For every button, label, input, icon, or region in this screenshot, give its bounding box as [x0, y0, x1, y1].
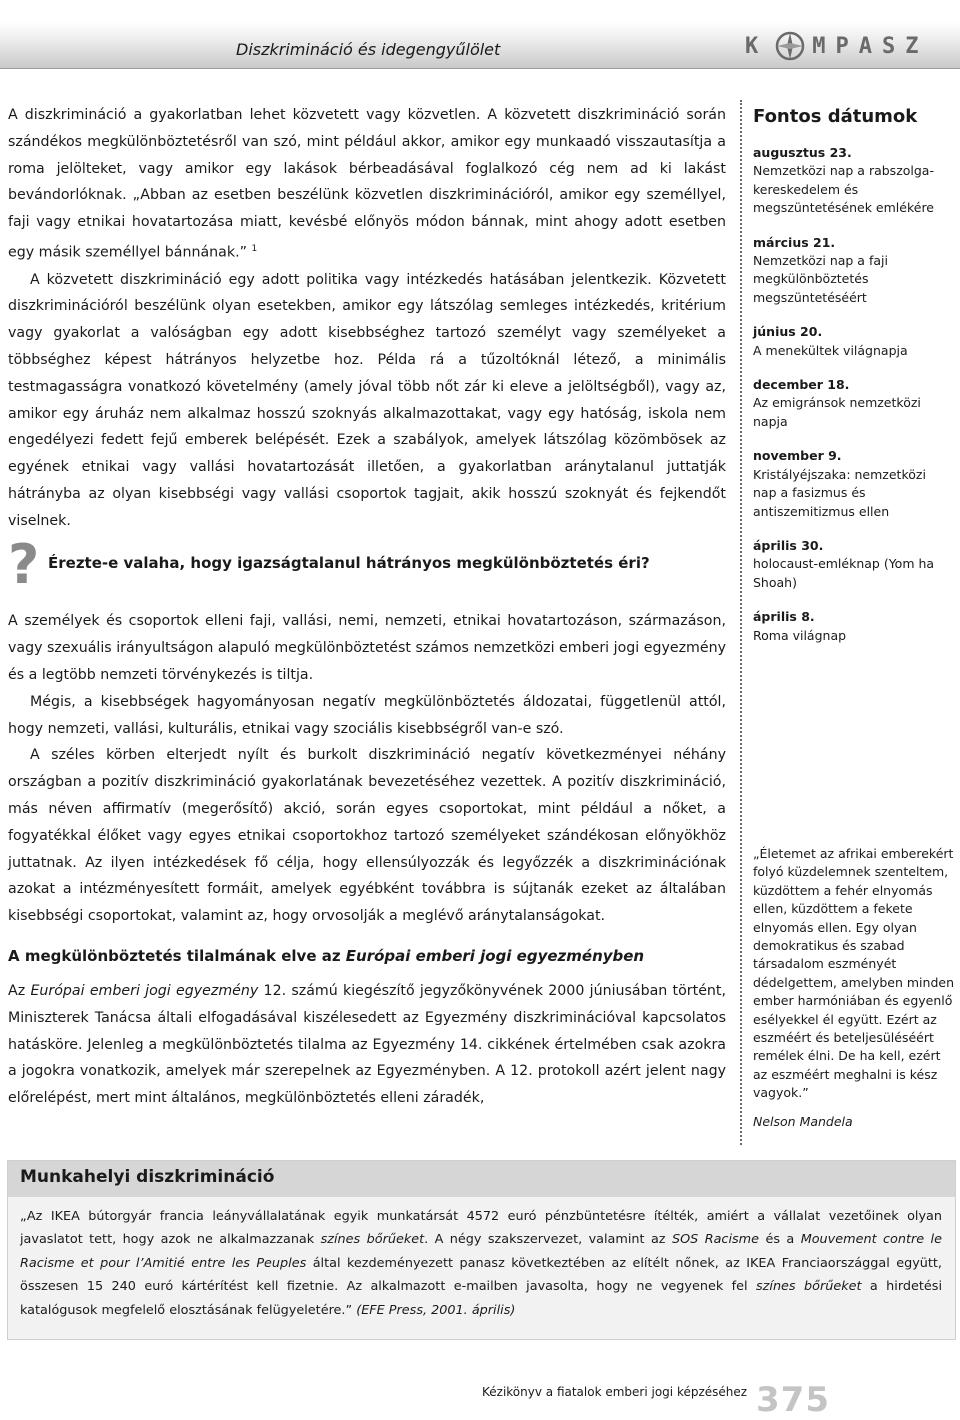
workplace-discrimination-box	[7, 1160, 956, 1340]
chapter-title: Diszkrimináció és idegengyűlölet	[236, 40, 501, 59]
date-item	[753, 608, 953, 645]
mandela-quote	[753, 845, 958, 1131]
paragraph-protocol	[8, 978, 726, 1112]
date-label: június 20.	[753, 324, 823, 340]
date-text: Kristályéjszaka: nemzetközi nap a fasizmus és antiszemitizmus ellen	[753, 466, 926, 519]
box-text-italic: Mouvement contre le Racisme et pour l’Amitié entre les Peuples	[20, 1232, 942, 1271]
quote-text: „Életemet az afrikai emberekért folyó küzdelemnek szenteltem, küzdöttem a fehér elnyomás ellen, küzdöttem a fekete elnyomás ellen. Egy olyan demokratikus és szabad társadalom eszményét dédelgettem, amelyben minden ember harmóniában és egyenlő esélyekkel él együtt. Ezért az eszméért és beteljesüléséért remélek élni. De ha kell, ezért az eszméért meghalni is kész vagyok.”	[753, 846, 955, 1101]
date-text: Roma világnap	[753, 627, 847, 643]
date-label: november 9.	[753, 448, 842, 464]
paragraph-direct-indirect	[8, 102, 726, 267]
heading-text: A megkülönböztetés tilalmának elve az	[8, 947, 346, 966]
box-text-italic: SOS Racisme	[671, 1232, 760, 1248]
quote-author: Nelson Mandela	[753, 1113, 853, 1129]
box-text-italic: színes bőrűeket	[756, 1279, 862, 1295]
footer-book-title: Kézikönyv a fiatalok emberi jogi képzéséhez	[482, 1385, 748, 1399]
section-heading	[8, 944, 726, 968]
page-number: 375	[756, 1380, 830, 1420]
protocol-italic: Európai emberi jogi egyezmény	[30, 983, 259, 1000]
logo-letters-mpasz: MPASZ	[812, 33, 929, 59]
date-label: április 30.	[753, 537, 824, 553]
protocol-text-a: Az	[8, 983, 31, 1000]
date-label: december 18.	[753, 377, 850, 393]
box-source: (EFE Press, 2001. április)	[356, 1302, 516, 1318]
date-item	[753, 323, 953, 360]
box-text-part: „Az IKEA bútorgyár francia leányvállalatának egyik munkatársát 4572 euró pénzbüntetésre ítélték, amiért a vállalat vezetőinek olyan javaslatot tett, hogy azok ne alkalmazzanak	[20, 1209, 942, 1248]
date-text: Nemzetközi nap a rabszolga-kereskedelem és megszüntetésének emlékére	[753, 163, 934, 216]
kompasz-logo	[745, 24, 955, 68]
box-text-part: . A négy szakszervezet, valamint az	[424, 1232, 672, 1248]
date-text: Az emigránsok nemzetközi napja	[753, 395, 921, 429]
paragraph-text: A diszkrimináció a gyakorlatban lehet közvetett vagy közvetlen. A közvetett diszkrimináció során szándékos megkülönböztetésről van szó, mint például akkor, amikor egy munkaadó visszautasítja a roma jelölteket, vagy amikor egy lakások bérbeadásával foglalkozó cég nem ad ki lakást bevándorlóknak. „Abban az esetben beszélünk közvetlen diszkriminációról, amikor egy személlyel, faji vagy etnikai hovatartozása miatt, kevésbé előnyös módon bánnak, mint ahogy adott esetben egy másik személlyel bánnának.”	[8, 107, 726, 261]
date-text: Nemzetközi nap a faji megkülönböztetés megszüntetéséért	[753, 253, 888, 305]
paragraph-positive-discrimination: A széles körben elterjedt nyílt és burkolt diszkrimináció negatív következményei néhány országban a pozitív diszkrimináció gyakorlatának bevezetéséhez vezettek. A pozitív diszkrimináció, más néven affirmatív (megerősítő) akció, során egyes csoportokat, mint például a nőket, a fogyatékkal élőket vagy egyes etnikai csoportokhoz tartozó személyeket szándékosan előnyökhöz juttatnak. Az ilyen intézkedések fő célja, hogy ellensúlyozzák és legyőzzék a diszkriminációnak azokat a intézményesített formáit, amelyek egyébként továbbra is sújtanák ezeket az általában kisebbségi csoportokat, valamint az, hogy orvosolják a meglévő aránytalanságokat.	[8, 747, 726, 925]
box-text-part: és a	[759, 1232, 801, 1248]
reflection-question	[8, 533, 726, 597]
footnote-ref: 1	[251, 243, 258, 254]
box-text-part: által kezdeményezett panasz következtében az elítélt nőnek, az IKEA Franciaországgal együtt, összesen 15 240 euró kártérítést kell fizetnie. Az alkalmazott e-mailben javasolta, hogy ne vegyenek fel	[20, 1255, 942, 1295]
date-item	[753, 376, 953, 431]
column-divider	[740, 100, 742, 1145]
date-text: A menekültek világnapja	[753, 342, 908, 358]
date-item	[753, 537, 953, 592]
paragraph-indirect: A közvetett diszkrimináció egy adott politika vagy intézkedés hatásában jelentkezik. Közvetett diszkriminációról beszélünk olyan esetekben, amikor egy látszólag semleges intézkedés, kritérium vagy gyakorlat a valóságban egy adott kisebbséghez tartozó személyt vagy személyeket a többséghez képest hátrányos helyzetbe hoz. Példa rá a tűzoltóknál létező, a minimális testmagasságra vonatkozó követelmény (amely jóval több nőt zár ki eleve a jelöltségből), vagy az, amikor egy áruház nem alkalmaz hosszú szoknyás alkalmazottakat, vagy egy hatóság, iskola nem engedélyezi fedett fejű emberek belépését. Ezek a szabályok, amelyek látszólag közömbösek az egyének etnikai vagy vallási hovatartozását illetően, a gyakorlatban aránytalanul juttatják hátrányba az olyan kisebbségi vagy vallási csoportok tagjait, akik hosszú szoknyát és fejkendőt viselnek.	[8, 271, 726, 529]
logo-letter-k: K	[745, 33, 769, 59]
box-title: Munkahelyi diszkrimináció	[20, 1167, 275, 1187]
date-item	[753, 234, 953, 308]
date-label: március 21.	[753, 234, 836, 250]
box-text-italic: színes bőrűeket	[320, 1232, 425, 1248]
date-text: holocaust-emléknap (Yom ha Shoah)	[753, 556, 935, 590]
paragraph-prohibition: A személyek és csoportok elleni faji, vallási, nemi, nemzeti, etnikai hovatartozáson, származáson, vagy szexuális irányultságon alapuló megkülönböztetést számos nemzetközi emberi jogi egyezmény és a legtöbb nemzeti törvénykezés is tiltja.	[8, 613, 726, 684]
date-label: április 8.	[753, 609, 815, 625]
compass-icon	[774, 30, 806, 62]
question-mark-icon: ?	[8, 533, 40, 597]
box-text-part: a hirdetési katalógusok megfelelő elosztásának felügyeletére.”	[20, 1279, 942, 1318]
heading-italic: Európai emberi jogi egyezményben	[345, 947, 645, 966]
sidebar-title: Fontos dátumok	[753, 106, 918, 127]
date-label: augusztus 23.	[753, 145, 852, 160]
box-text	[20, 1205, 942, 1322]
question-text: Érezte-e valaha, hogy igazságtalanul hátrányos megkülönböztetés éri?	[48, 554, 650, 573]
date-item	[753, 447, 953, 521]
paragraph-minorities: Mégis, a kisebbségek hagyományosan negatív megkülönböztetés áldozatai, függetlenül attól, hogy nemzeti, vallási, kulturális, etnikai vagy szociális kisebbségről van-e szó.	[8, 693, 726, 737]
sidebar-dates	[753, 104, 953, 661]
main-column	[8, 102, 726, 1112]
date-item	[753, 144, 953, 218]
protocol-text-c: 12. számú kiegészítő jegyzőkönyvének 2000 júniusában történt, Miniszterek Tanácsa általi elfogadásával kiszélesedett az Egyezmény diszkriminációval kapcsolatos hatásköre. Jelenleg a megkülönböztetés tilalma az Egyezmény 14. cikkének értelmében csak azokra a jogokra vonatkozik, amelyek már szerepelnek az Egyezményben. A 12. protokoll azért jelent nagy előrelépést, mert mint általános, megkülönböztetés elleni záradék,	[8, 983, 726, 1107]
